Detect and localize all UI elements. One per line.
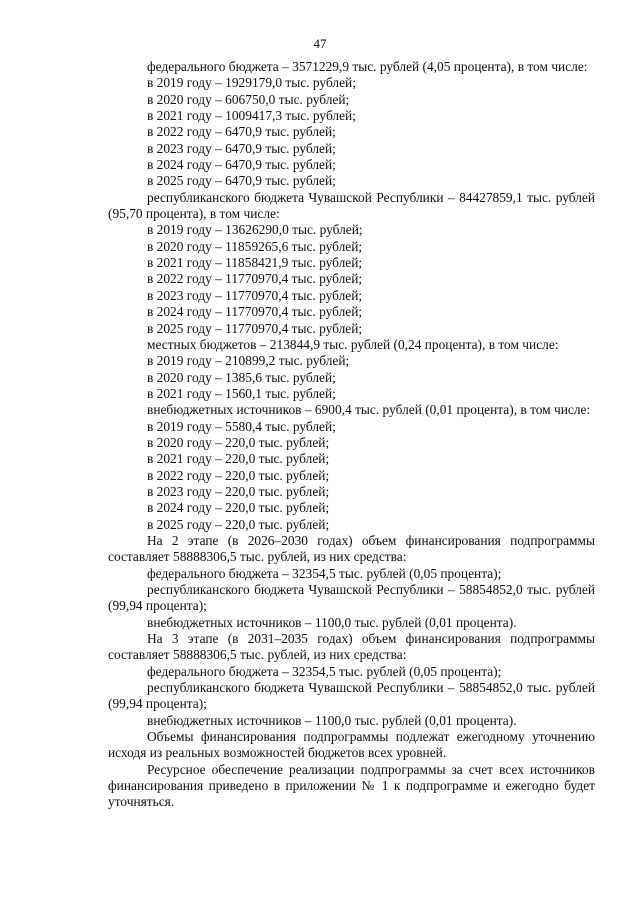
paragraph-stage-2-republican: республиканского бюджета Чувашской Республики – 58854852,0 тыс. рублей (99,94 процента);: [108, 582, 595, 614]
paragraph-stage-2-federal: федерального бюджета – 32354,5 тыс. рублей (0,05 процента);: [147, 565, 502, 581]
list-item: в 2019 году – 13626290,0 тыс. рублей;: [147, 222, 363, 238]
document-body: [108, 59, 595, 811]
list-item: в 2020 году – 11859265,6 тыс. рублей;: [147, 238, 363, 254]
list-item: в 2023 году – 6470,9 тыс. рублей;: [147, 140, 336, 156]
list-item: в 2020 году – 220,0 тыс. рублей;: [147, 434, 330, 450]
paragraph-extrabudgetary: внебюджетных источников – 6900,4 тыс. рублей (0,01 процента), в том числе:: [147, 402, 591, 418]
list-item: в 2022 году – 11770970,4 тыс. рублей;: [147, 271, 363, 287]
paragraph-local-budgets: местных бюджетов – 213844,9 тыс. рублей (0,24 процента), в том числе:: [147, 336, 559, 352]
list-item: в 2021 году – 1560,1 тыс. рублей;: [147, 385, 336, 401]
list-item: в 2024 году – 11770970,4 тыс. рублей;: [147, 304, 363, 320]
paragraph-resource-support: Ресурсное обеспечение реализации подпрограммы за счет всех источников финансирования приведено в приложении № 1 к подпрограмме и ежегодно будет уточняться.: [108, 761, 595, 810]
paragraph-stage-3-federal: федерального бюджета – 32354,5 тыс. рублей (0,05 процента);: [147, 663, 502, 679]
list-item: в 2019 году – 1929179,0 тыс. рублей;: [147, 75, 356, 91]
paragraph-stage-2: На 2 этапе (в 2026–2030 годах) объем финансирования подпрограммы составляет 58888306,5 тыс. рублей, из них средства:: [108, 532, 595, 565]
paragraph-stage-3-extrabudgetary: внебюджетных источников – 1100,0 тыс. рублей (0,01 процента).: [147, 712, 517, 728]
list-item: в 2020 году – 1385,6 тыс. рублей;: [147, 369, 336, 385]
list-item: в 2024 году – 220,0 тыс. рублей;: [147, 500, 330, 516]
list-item: в 2025 году – 11770970,4 тыс. рублей;: [147, 320, 363, 336]
paragraph-stage-3: На 3 этапе (в 2031–2035 годах) объем финансирования подпрограммы составляет 58888306,5 тыс. рублей, из них средства:: [108, 631, 595, 663]
paragraph-stage-3-republican: республиканского бюджета Чувашской Республики – 58854852,0 тыс. рублей (99,94 процента);: [108, 680, 595, 712]
list-item: в 2023 году – 220,0 тыс. рублей;: [147, 483, 330, 499]
list-item: в 2024 году – 6470,9 тыс. рублей;: [147, 157, 336, 173]
page-number: 47: [313, 36, 327, 51]
list-item: в 2021 году – 1009417,3 тыс. рублей;: [147, 108, 356, 124]
paragraph-stage-2-extrabudgetary: внебюджетных источников – 1100,0 тыс. рублей (0,01 процента).: [147, 614, 517, 630]
list-item: в 2022 году – 6470,9 тыс. рублей;: [147, 124, 336, 140]
list-item: в 2025 году – 6470,9 тыс. рублей;: [147, 173, 336, 189]
list-item: в 2021 году – 11858421,9 тыс. рублей;: [147, 255, 363, 271]
paragraph-federal-budget: федерального бюджета – 3571229,9 тыс. рублей (4,05 процента), в том числе:: [147, 59, 588, 74]
list-item: в 2025 году – 220,0 тыс. рублей;: [147, 516, 330, 532]
list-item: в 2020 году – 606750,0 тыс. рублей;: [147, 91, 350, 107]
paragraph-republican-budget: республиканского бюджета Чувашской Республики – 84427859,1 тыс. рублей (95,70 процента), в том числе:: [108, 189, 595, 222]
paragraph-annual-adjustment: Объемы финансирования подпрограммы подлежат ежегодному уточнению исходя из реальных возможностей бюджетов всех уровней.: [108, 729, 595, 761]
list-item: в 2021 году – 220,0 тыс. рублей;: [147, 451, 330, 467]
list-item: в 2019 году – 5580,4 тыс. рублей;: [147, 418, 336, 434]
list-item: в 2023 году – 11770970,4 тыс. рублей;: [147, 287, 363, 303]
list-item: в 2022 году – 220,0 тыс. рублей;: [147, 467, 330, 483]
list-item: в 2019 году – 210899,2 тыс. рублей;: [147, 353, 350, 369]
